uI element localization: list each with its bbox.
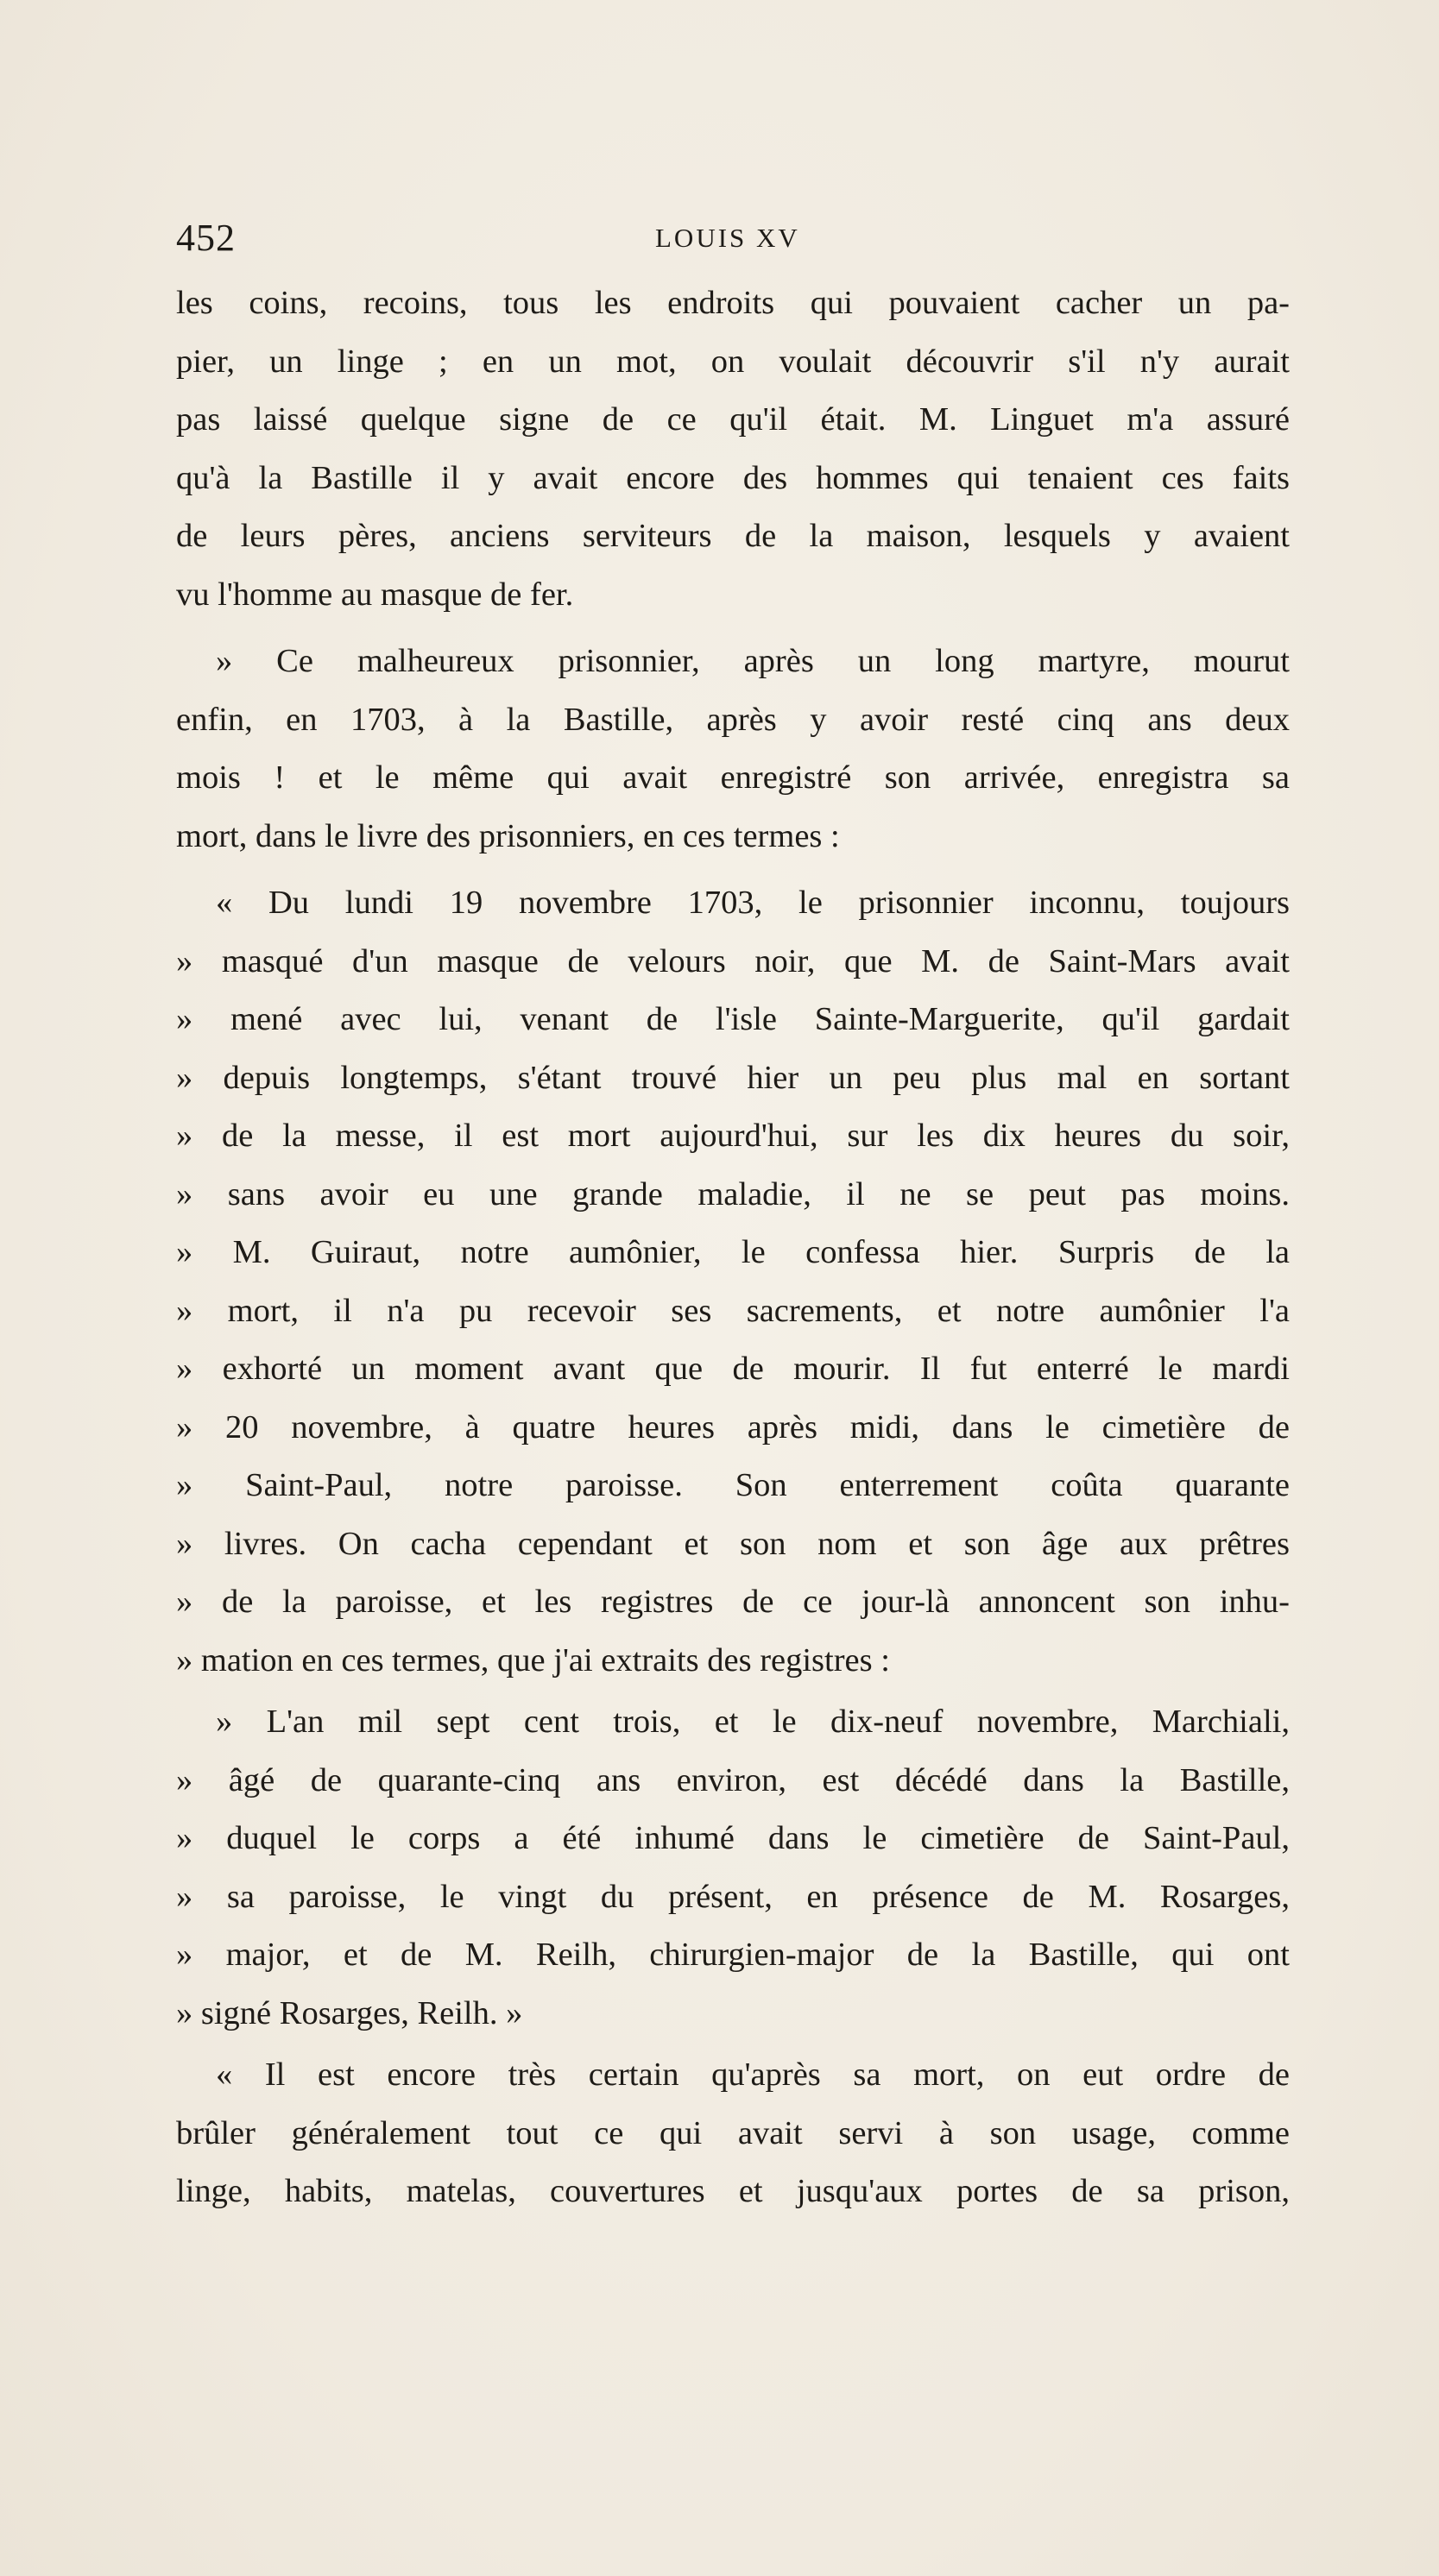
paragraph-4-register — [176, 1693, 1290, 2043]
text-line: » âgé de quarante-cinq ans environ, est décédé dans la Bastille, — [176, 1761, 1290, 1798]
text-line: » mort, il n'a pu recevoir ses sacrements, et notre aumônier l'a — [176, 1292, 1290, 1329]
page-header — [176, 212, 1290, 264]
text-line: enfin, en 1703, à la Bastille, après y avoir resté cinq ans deux — [176, 701, 1290, 738]
text-line: vu l'homme au masque de fer. — [176, 576, 574, 613]
text-line: » sa paroisse, le vingt du présent, en présence de M. Rosarges, — [176, 1878, 1290, 1915]
text-line: » duquel le corps a été inhumé dans le cimetière de Saint-Paul, — [176, 1820, 1290, 1856]
text-line: » livres. On cacha cependant et son nom et son âge aux prêtres — [176, 1525, 1290, 1562]
text-line: » depuis longtemps, s'étant trouvé hier un peu plus mal en sortant — [176, 1059, 1290, 1096]
text-line: » de la messe, il est mort aujourd'hui, sur les dix heures du soir, — [176, 1118, 1290, 1154]
text-line: » M. Guiraut, notre aumônier, le confessa hier. Surpris de la — [176, 1234, 1290, 1270]
text-line: » masqué d'un masque de velours noir, que M. de Saint-Mars avait — [176, 942, 1290, 979]
text-line: « Il est encore très certain qu'après sa mort, on eut ordre de — [216, 2056, 1290, 2093]
paragraph-5 — [176, 2046, 1290, 2221]
paragraph-3-quote — [176, 874, 1290, 1690]
text-line: linge, habits, matelas, couvertures et jusqu'aux portes de sa prison, — [176, 2173, 1290, 2209]
text-line: » major, et de M. Reilh, chirurgien-major de la Bastille, qui ont — [176, 1937, 1290, 1973]
text-line: » Saint-Paul, notre paroisse. Son enterrement coûta quarante — [176, 1467, 1290, 1503]
text-line: mois ! et le même qui avait enregistré son arrivée, enregistra sa — [176, 759, 1290, 796]
text-line: » sans avoir eu une grande maladie, il ne se peut pas moins. — [176, 1175, 1290, 1212]
paragraph-2 — [176, 633, 1290, 866]
text-line: de leurs pères, anciens serviteurs de la maison, lesquels y avaient — [176, 518, 1290, 554]
text-line: » mené avec lui, venant de l'isle Sainte-Marguerite, qu'il gardait — [176, 1001, 1290, 1037]
text-line: » mation en ces termes, que j'ai extraits des registres : — [176, 1641, 890, 1678]
text-line: mort, dans le livre des prisonniers, en ces termes : — [176, 817, 840, 854]
text-line: qu'à la Bastille il y avait encore des hommes qui tenaient ces faits — [176, 459, 1290, 496]
text-line: » exhorté un moment avant que de mourir. Il fut enterré le mardi — [176, 1351, 1290, 1387]
paragraph-1 — [176, 274, 1290, 624]
text-line: » de la paroisse, et les registres de ce jour-là annoncent son inhu- — [176, 1584, 1290, 1620]
text-line: » 20 novembre, à quatre heures après midi, dans le cimetière de — [176, 1408, 1290, 1445]
text-line: » L'an mil sept cent trois, et le dix-neuf novembre, Marchiali, — [216, 1704, 1290, 1740]
body-text — [176, 274, 1290, 2221]
text-line: brûler généralement tout ce qui avait servi à son usage, comme — [176, 2114, 1290, 2151]
text-line: » Ce malheureux prisonnier, après un long martyre, mourut — [216, 643, 1290, 679]
running-title: LOUIS XV — [655, 223, 800, 253]
text-line: les coins, recoins, tous les endroits qui pouvaient cacher un pa- — [176, 285, 1290, 321]
text-line: « Du lundi 19 novembre 1703, le prisonnier inconnu, toujours — [216, 885, 1290, 921]
text-line: pier, un linge ; en un mot, on voulait découvrir s'il n'y aurait — [176, 343, 1290, 380]
text-line: » signé Rosarges, Reilh. » — [176, 1994, 523, 2031]
page-number: 452 — [176, 217, 236, 259]
text-line: pas laissé quelque signe de ce qu'il était. M. Linguet m'a assuré — [176, 401, 1290, 438]
